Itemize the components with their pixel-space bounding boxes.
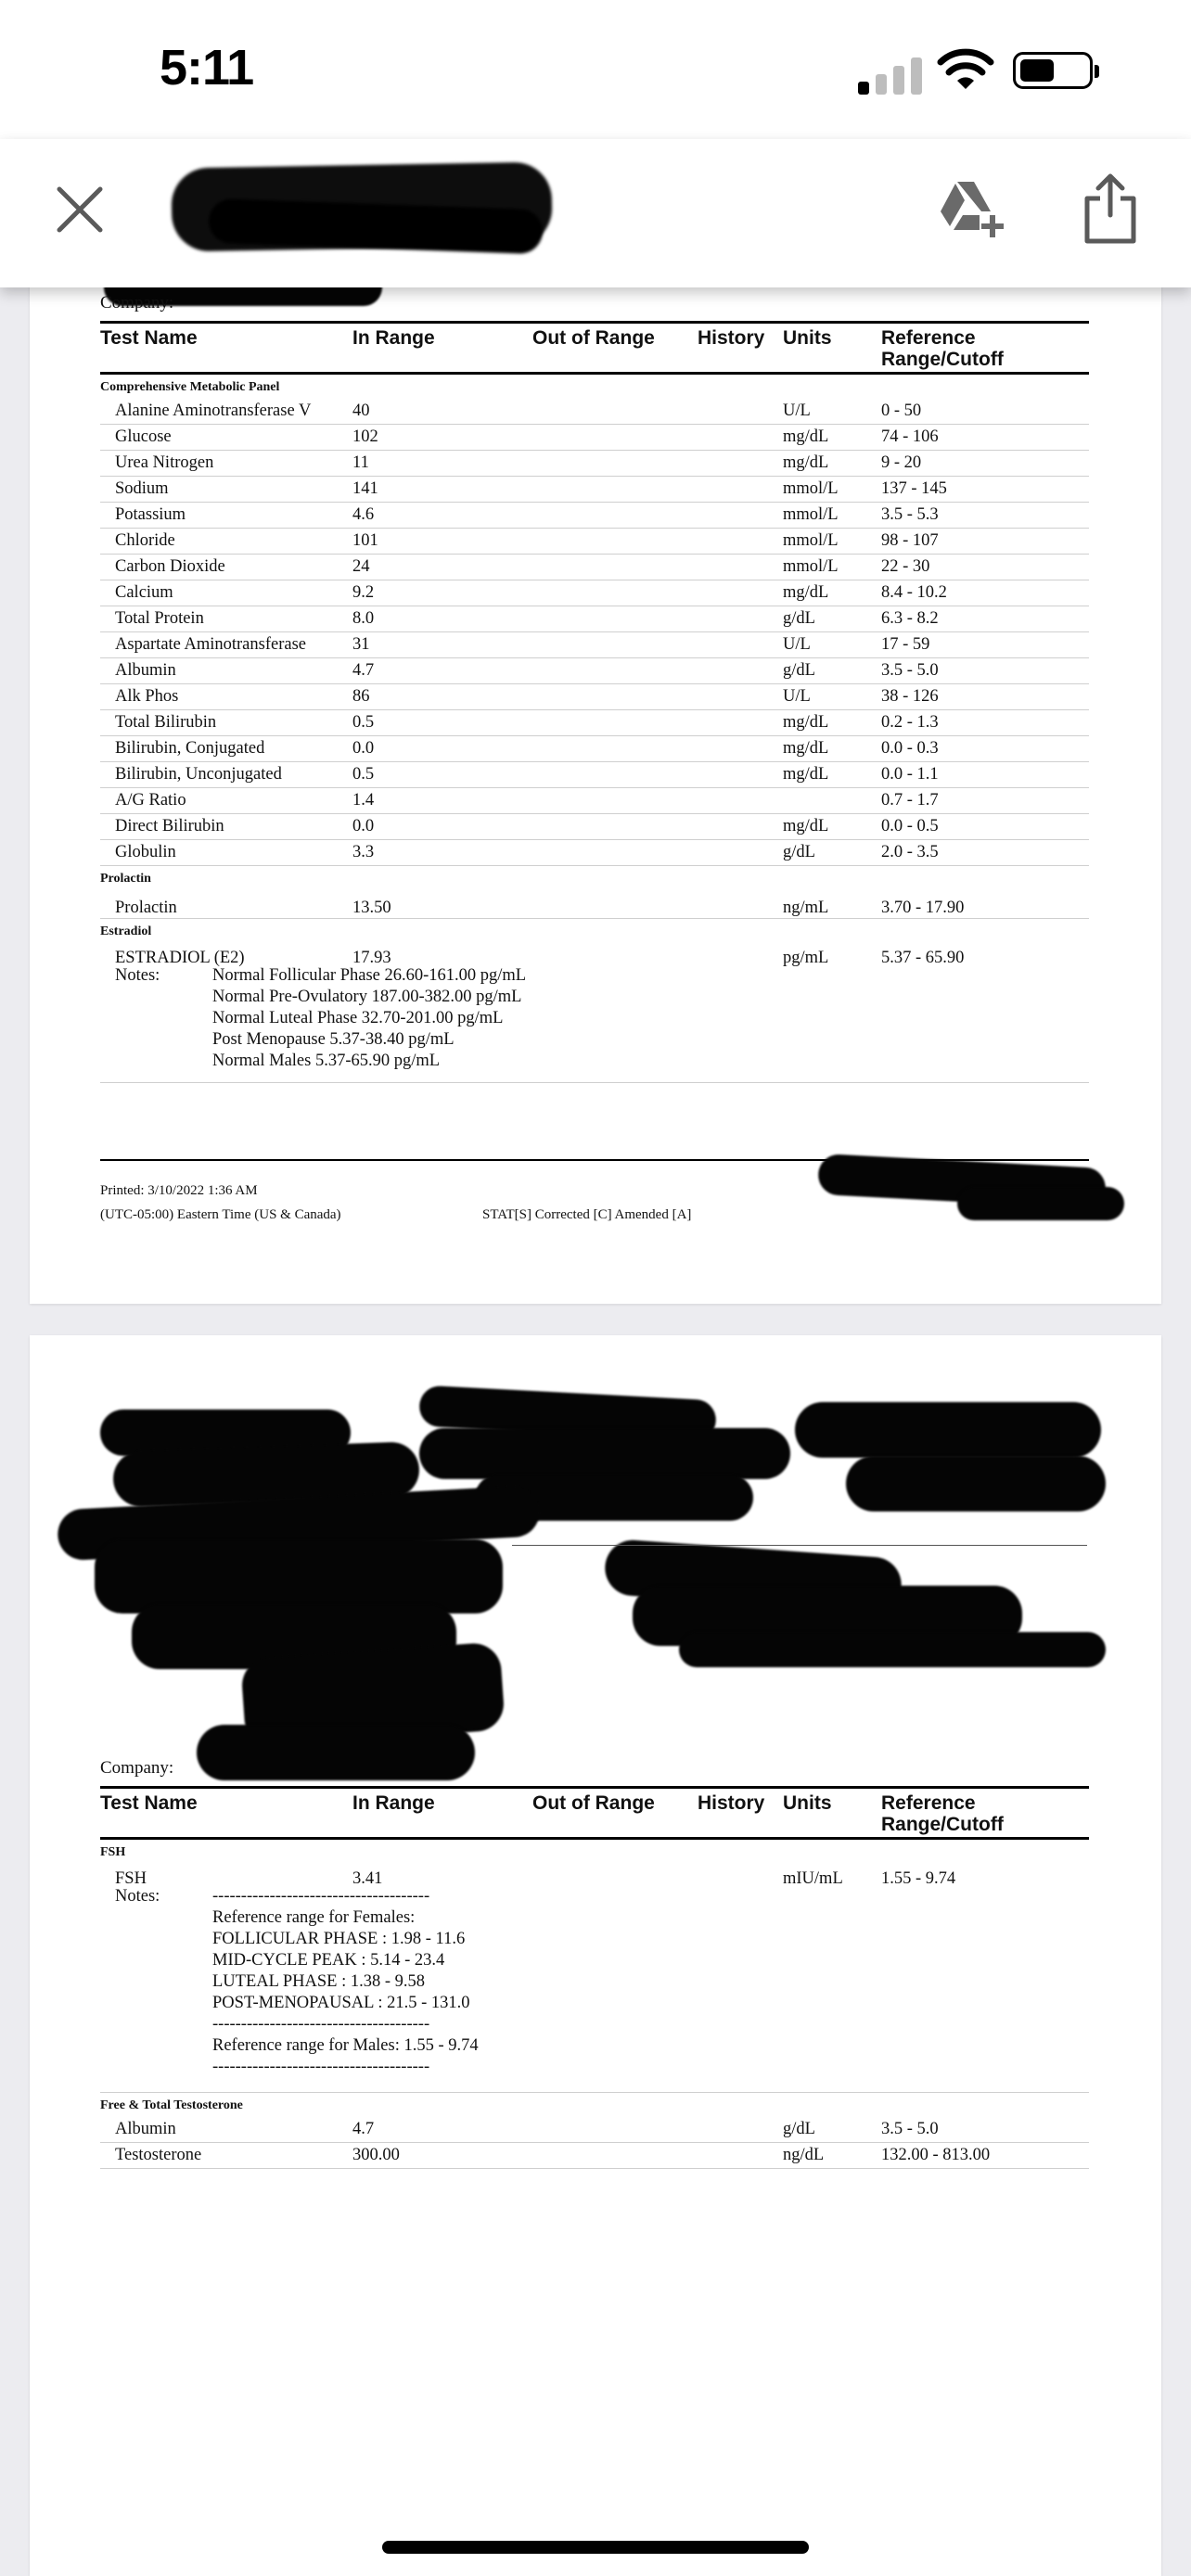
col-in-range: In Range [352, 327, 435, 349]
test-reference: 5.37 - 65.90 [881, 949, 965, 967]
test-units: ng/dL [783, 2146, 825, 2164]
col-out-of-range: Out of Range [532, 327, 655, 349]
document-page-1 [30, 223, 1161, 1304]
test-reference: 17 - 59 [881, 635, 930, 654]
note-line: FOLLICULAR PHASE : 1.98 - 11.6 [212, 1930, 466, 1948]
note-line: Normal Males 5.37-65.90 pg/mL [212, 1052, 441, 1070]
test-reference: 2.0 - 3.5 [881, 843, 939, 861]
test-reference: 0.2 - 1.3 [881, 713, 939, 732]
table-row [100, 840, 1089, 866]
note-line: Reference range for Males: 1.55 - 9.74 [212, 2036, 479, 2055]
test-units: g/dL [783, 661, 815, 680]
test-units: mg/dL [783, 453, 829, 472]
wifi-icon [937, 48, 994, 93]
test-value: 40 [352, 402, 370, 420]
status-bar [0, 0, 1191, 139]
table-row [100, 399, 1089, 425]
table-header [100, 1786, 1089, 1840]
table-row [100, 814, 1089, 840]
test-value: 4.7 [352, 661, 375, 680]
cmp-table-body [100, 399, 1089, 866]
test-name: Albumin [115, 661, 176, 680]
status-time: 5:11 [160, 40, 254, 96]
test-name: Alk Phos [115, 687, 179, 706]
table-row [100, 658, 1089, 684]
test-name: Testosterone [115, 2146, 202, 2164]
test-value: 141 [352, 479, 378, 498]
test-value: 4.6 [352, 505, 375, 524]
test-units: U/L [783, 687, 811, 706]
test-value: 17.93 [352, 949, 391, 967]
test-units: mg/dL [783, 739, 829, 758]
test-reference: 9 - 20 [881, 453, 922, 472]
table-row [100, 580, 1089, 606]
test-value: 9.2 [352, 583, 375, 602]
section-title: Prolactin [100, 872, 151, 886]
test-name: FSH [115, 1869, 147, 1888]
printed-date: Printed: 3/10/2022 1:36 AM [100, 1183, 258, 1198]
section-title: Estradiol [100, 925, 152, 938]
col-in-range: In Range [352, 1792, 435, 1814]
test-reference: 0.0 - 0.5 [881, 817, 939, 835]
battery-icon [1013, 52, 1093, 89]
test-reference: 1.55 - 9.74 [881, 1869, 956, 1888]
test-units: g/dL [783, 843, 815, 861]
table-row [100, 555, 1089, 580]
test-value: 11 [352, 453, 369, 472]
col-out-of-range: Out of Range [532, 1792, 655, 1814]
section-title: FSH [100, 1845, 126, 1859]
home-indicator[interactable] [382, 2541, 809, 2554]
test-reference: 3.5 - 5.0 [881, 661, 939, 680]
note-line: -------------------------------------- [212, 1887, 430, 1906]
test-units: mmol/L [783, 479, 839, 498]
timezone: (UTC-05:00) Eastern Time (US & Canada) [100, 1207, 341, 1222]
test-value: 24 [352, 557, 370, 576]
notes-block [100, 1886, 1089, 2093]
test-reference: 132.00 - 813.00 [881, 2146, 991, 2164]
test-units: U/L [783, 402, 811, 420]
test-name: ESTRADIOL (E2) [115, 949, 245, 967]
test-value: 0.5 [352, 713, 375, 732]
note-line: -------------------------------------- [212, 2015, 430, 2034]
test-value: 8.0 [352, 609, 375, 628]
redaction [957, 1187, 1124, 1220]
col-units: Units [783, 1792, 832, 1814]
notes-label: Notes: [115, 966, 160, 985]
test-value: 31 [352, 635, 370, 654]
notes-text [212, 1886, 479, 2078]
close-icon[interactable] [54, 184, 106, 236]
test-name: Albumin [115, 2120, 176, 2138]
test-value: 13.50 [352, 899, 391, 917]
note-line: Post Menopause 5.37-38.40 pg/mL [212, 1030, 455, 1049]
test-name: Aspartate Aminotransferase [115, 635, 306, 654]
test-value: 102 [352, 427, 378, 446]
table-row [100, 477, 1089, 503]
note-line: MID-CYCLE PEAK : 5.14 - 23.4 [212, 1951, 445, 1970]
test-value: 86 [352, 687, 370, 706]
test-name: Globulin [115, 843, 176, 861]
test-value: 101 [352, 531, 378, 550]
test-reference: 3.70 - 17.90 [881, 899, 965, 917]
table-row [100, 684, 1089, 710]
table-row [100, 762, 1089, 788]
test-units: mIU/mL [783, 1869, 843, 1888]
notes-label: Notes: [115, 1887, 160, 1906]
add-to-drive-icon[interactable] [937, 176, 1007, 241]
test-units: mg/dL [783, 765, 829, 784]
test-name: A/G Ratio [115, 791, 186, 810]
test-reference: 6.3 - 8.2 [881, 609, 939, 628]
notes-text [212, 965, 526, 1072]
test-reference: 22 - 30 [881, 557, 930, 576]
note-line: Normal Pre-Ovulatory 187.00-382.00 pg/mL [212, 988, 522, 1006]
test-units: mg/dL [783, 583, 829, 602]
note-line: -------------------------------------- [212, 2058, 430, 2076]
test-name: Bilirubin, Unconjugated [115, 765, 282, 784]
test-value: 3.41 [352, 1869, 383, 1888]
col-test-name: Test Name [100, 327, 198, 349]
test-reference: 3.5 - 5.0 [881, 2120, 939, 2138]
test-name: Glucose [115, 427, 172, 446]
col-history: History [698, 1792, 765, 1814]
test-units: g/dL [783, 609, 815, 628]
test-value: 4.7 [352, 2120, 375, 2138]
table-row [100, 606, 1089, 632]
share-icon[interactable] [1078, 171, 1143, 245]
test-name: Urea Nitrogen [115, 453, 214, 472]
test-reference: 0.7 - 1.7 [881, 791, 939, 810]
table-row [100, 529, 1089, 555]
test-units: mmol/L [783, 557, 839, 576]
table-row [100, 2143, 1089, 2169]
test-name: Calcium [115, 583, 173, 602]
document-page-2 [30, 1335, 1161, 2576]
test-value: 0.5 [352, 765, 375, 784]
test-reference: 3.5 - 5.3 [881, 505, 939, 524]
test-value: 3.3 [352, 843, 375, 861]
test-name: Bilirubin, Conjugated [115, 739, 265, 758]
table-row [100, 890, 1089, 919]
test-units: pg/mL [783, 949, 829, 967]
test-value: 0.0 [352, 739, 375, 758]
note-line: POST-MENOPAUSAL : 21.5 - 131.0 [212, 1994, 470, 2012]
test-units: mg/dL [783, 713, 829, 732]
test-reference: 98 - 107 [881, 531, 939, 550]
test-value: 300.00 [352, 2146, 400, 2164]
test-units: g/dL [783, 2120, 815, 2138]
table-row [100, 710, 1089, 736]
test-value: 0.0 [352, 817, 375, 835]
test-units: U/L [783, 635, 811, 654]
test-name: Carbon Dioxide [115, 557, 225, 576]
notes-block [100, 965, 1089, 1083]
table-row [100, 736, 1089, 762]
section-title: Comprehensive Metabolic Panel [100, 380, 280, 394]
note-line: Normal Luteal Phase 32.70-201.00 pg/mL [212, 1009, 504, 1027]
company-label: Company: [100, 293, 174, 312]
table-row [100, 425, 1089, 451]
note-line: Reference range for Females: [212, 1908, 416, 1927]
test-reference: 38 - 126 [881, 687, 939, 706]
status-legend: STAT[S] Corrected [C] Amended [A] [482, 1207, 692, 1222]
col-history: History [698, 327, 765, 349]
table-row [100, 503, 1089, 529]
test-reference: 0.0 - 0.3 [881, 739, 939, 758]
col-test-name: Test Name [100, 1792, 198, 1814]
table-row [100, 1864, 1089, 1886]
test-units: mg/dL [783, 817, 829, 835]
test-units: mg/dL [783, 427, 829, 446]
table-row [100, 943, 1089, 965]
viewer-toolbar [0, 139, 1191, 287]
test-units: mmol/L [783, 531, 839, 550]
test-reference: 8.4 - 10.2 [881, 583, 947, 602]
section-title: Free & Total Testosterone [100, 2098, 243, 2112]
note-line: Normal Follicular Phase 26.60-161.00 pg/mL [212, 966, 527, 985]
table-row [100, 632, 1089, 658]
test-name: Sodium [115, 479, 169, 498]
col-reference: Reference Range/Cutoff [881, 327, 1004, 370]
company-label: Company: [100, 1758, 174, 1778]
test-units: ng/mL [783, 899, 829, 917]
table-row [100, 451, 1089, 477]
test-value: 1.4 [352, 791, 375, 810]
test-name: Total Bilirubin [115, 713, 217, 732]
test-reference: 74 - 106 [881, 427, 939, 446]
table-header [100, 321, 1089, 375]
col-units: Units [783, 327, 832, 349]
table-row [100, 788, 1089, 814]
test-name: Total Protein [115, 609, 204, 628]
test-reference: 0 - 50 [881, 402, 922, 420]
cellular-signal-icon [858, 56, 923, 95]
testosterone-table-body [100, 2117, 1089, 2169]
test-units: mmol/L [783, 505, 839, 524]
test-name: Potassium [115, 505, 186, 524]
test-name: Alanine Aminotransferase V [115, 402, 312, 420]
test-name: Prolactin [115, 899, 177, 917]
col-reference: Reference Range/Cutoff [881, 1792, 1004, 1835]
note-line: LUTEAL PHASE : 1.38 - 9.58 [212, 1972, 426, 1991]
test-reference: 0.0 - 1.1 [881, 765, 939, 784]
test-name: Direct Bilirubin [115, 817, 224, 835]
table-row [100, 2117, 1089, 2143]
test-reference: 137 - 145 [881, 479, 947, 498]
test-name: Chloride [115, 531, 175, 550]
